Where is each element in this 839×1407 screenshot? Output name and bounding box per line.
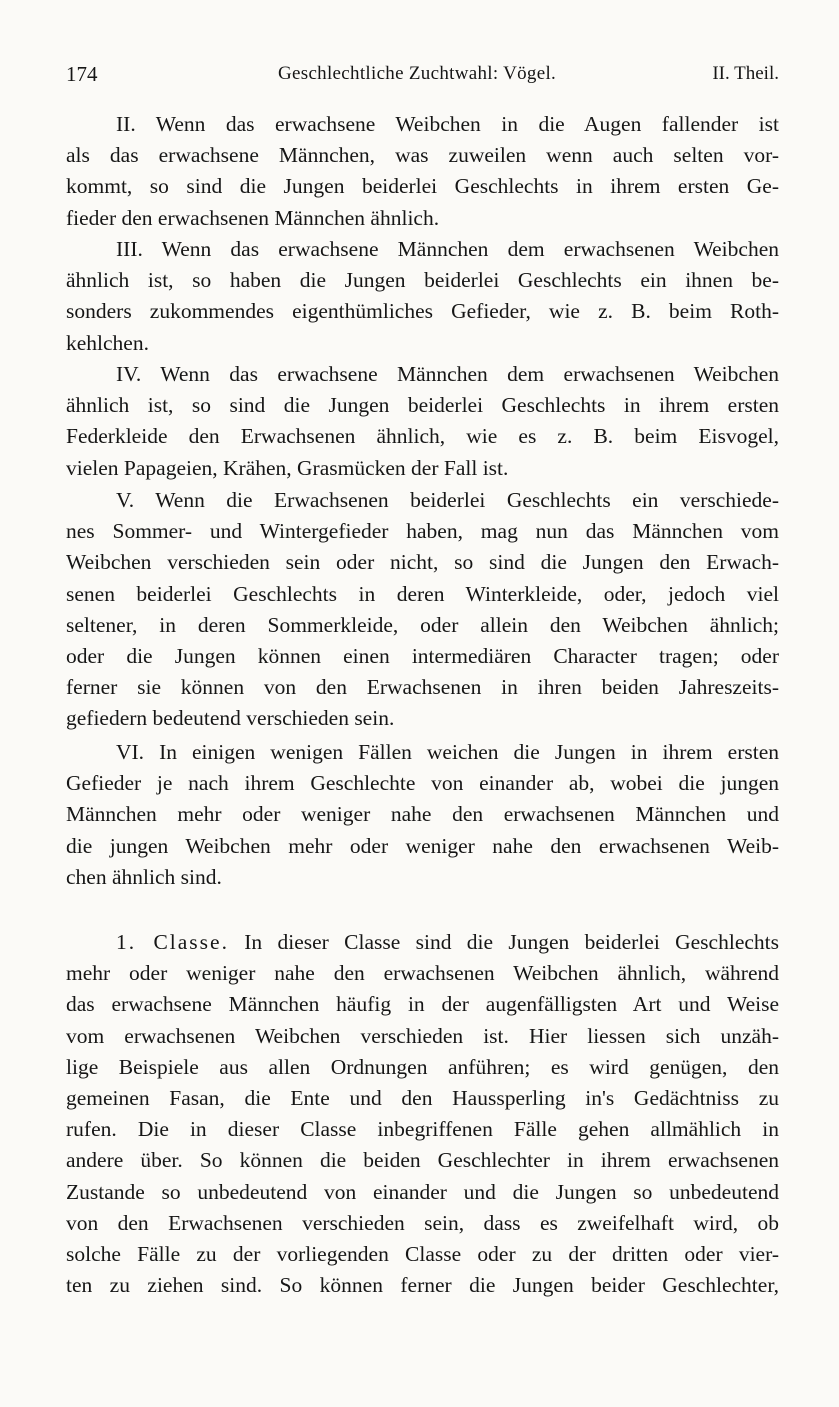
text-line: oder die Jungen können einen intermediären Character tragen; oder bbox=[66, 643, 779, 668]
text-line: IV. Wenn das erwachsene Männchen dem erwachsenen Weibchen bbox=[116, 362, 779, 386]
text-line: kehlchen. bbox=[66, 330, 149, 355]
paragraph-II bbox=[66, 109, 779, 234]
text-line: als das erwachsene Männchen, was zuweilen wenn auch selten vor- bbox=[66, 143, 779, 168]
running-header bbox=[66, 60, 779, 88]
text-line: seltener, in deren Sommerkleide, oder allein den Weibchen ähnlich; bbox=[66, 612, 779, 637]
text-line: von den Erwachsenen verschieden sein, dass es zweifelhaft wird, ob bbox=[66, 1210, 779, 1235]
paragraph-V bbox=[66, 485, 779, 735]
text-line: ähnlich ist, so sind die Jungen beiderlei Geschlechts in ihrem ersten bbox=[66, 393, 779, 418]
text-line: Gefieder je nach ihrem Geschlechte von einander ab, wobei die jungen bbox=[66, 771, 779, 796]
text-line: solche Fälle zu der vorliegenden Classe oder zu der dritten oder vier- bbox=[66, 1241, 779, 1266]
paragraph-classe-1 bbox=[66, 927, 779, 1301]
text-line: Männchen mehr oder weniger nahe den erwachsenen Männchen und bbox=[66, 802, 779, 827]
text-line: vom erwachsenen Weibchen verschieden ist. Hier liessen sich unzäh- bbox=[66, 1023, 779, 1048]
text-line: vielen Papageien, Krähen, Grasmücken der Fall ist. bbox=[66, 455, 509, 480]
text-line: gefiedern bedeutend verschieden sein. bbox=[66, 706, 395, 731]
text-line: chen ähnlich sind. bbox=[66, 864, 222, 889]
running-title: Geschlechtliche Zuchtwahl: Vögel. bbox=[278, 63, 557, 84]
text-line: gemeinen Fasan, die Ente und den Haussperling in's Gedächtniss zu bbox=[66, 1085, 779, 1110]
text-line: VI. In einigen wenigen Fällen weichen die Jungen in ihrem ersten bbox=[116, 740, 779, 764]
text-line: senen beiderlei Geschlechts in deren Winterkleide, oder, jedoch viel bbox=[66, 581, 779, 606]
text-line: kommt, so sind die Jungen beiderlei Geschlechts in ihrem ersten Ge- bbox=[66, 174, 779, 199]
classe-heading: 1. Classe. bbox=[116, 930, 229, 954]
text-line-rest: In dieser Classe sind die Jungen beiderlei Geschlechts bbox=[228, 930, 779, 954]
paragraph-VI bbox=[66, 737, 779, 893]
text-line: das erwachsene Männchen häufig in der augenfälligsten Art und Weise bbox=[66, 992, 779, 1017]
text-line: sonders zukommendes eigenthümliches Gefieder, wie z. B. beim Roth- bbox=[66, 299, 779, 324]
text-line: fieder den erwachsenen Männchen ähnlich. bbox=[66, 205, 440, 230]
text-line: Zustande so unbedeutend von einander und die Jungen so unbedeutend bbox=[66, 1179, 779, 1204]
text-line: III. Wenn das erwachsene Männchen dem erwachsenen Weibchen bbox=[116, 237, 779, 261]
text-line: nes Sommer- und Wintergefieder haben, mag nun das Männchen vom bbox=[66, 519, 779, 544]
text-line: ähnlich ist, so haben die Jungen beiderlei Geschlechts ein ihnen be- bbox=[66, 268, 779, 293]
text-line bbox=[66, 927, 779, 958]
text-line: ten zu ziehen sind. So können ferner die Jungen beider Geschlechter, bbox=[66, 1273, 779, 1298]
text-line: II. Wenn das erwachsene Weibchen in die Augen fallender ist bbox=[116, 112, 779, 136]
text-line: Federkleide den Erwachsenen ähnlich, wie es z. B. beim Eisvogel, bbox=[66, 424, 779, 449]
page-number: 174 bbox=[66, 62, 98, 86]
paragraph-III bbox=[66, 234, 779, 359]
part-label: II. Theil. bbox=[712, 63, 779, 84]
text-line: Weibchen verschieden sein oder nicht, so sind die Jungen den Erwach- bbox=[66, 550, 779, 575]
text-line: rufen. Die in dieser Classe inbegriffenen Fälle gehen allmählich in bbox=[66, 1117, 779, 1142]
text-line: ferner sie können von den Erwachsenen in ihren beiden Jahreszeits- bbox=[66, 675, 779, 700]
text-line: mehr oder weniger nahe den erwachsenen Weibchen ähnlich, während bbox=[66, 961, 779, 986]
paragraph-IV bbox=[66, 359, 779, 484]
text-line: lige Beispiele aus allen Ordnungen anführen; es wird genügen, den bbox=[66, 1054, 779, 1079]
text-line: andere über. So können die beiden Geschlechter in ihrem erwachsenen bbox=[66, 1148, 779, 1173]
text-line: die jungen Weibchen mehr oder weniger nahe den erwachsenen Weib- bbox=[66, 833, 779, 858]
text-line: V. Wenn die Erwachsenen beiderlei Geschlechts ein verschiede- bbox=[116, 488, 779, 512]
